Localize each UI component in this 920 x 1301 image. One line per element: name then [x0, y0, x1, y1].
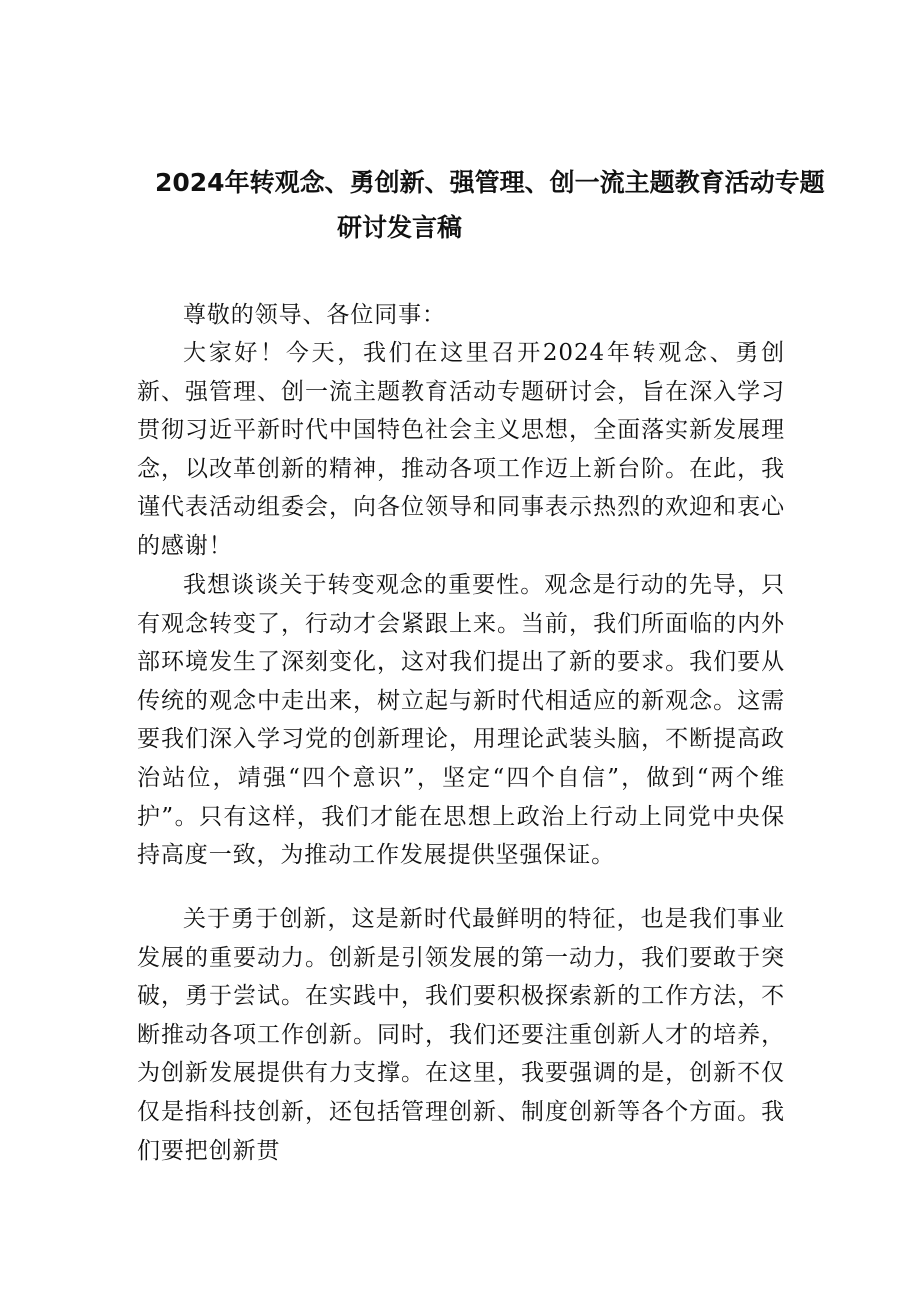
body-paragraph-1: 大家好！今天，我们在这里召开2024年转观念、勇创新、强管理、创一流主题教育活动专题研讨会，旨在深入学习贯彻习近平新时代中国特色社会主义思想，全面落实新发展理念，以改革创新的精神，推动各项工作迈上新台阶。在此，我谨代表活动组委会，向各位领导和同事表示热烈的欢迎和衷心的感谢！	[137, 340, 785, 559]
body-paragraph-3-block	[137, 900, 785, 1170]
document-title-line-2: 研讨发言稿	[337, 213, 463, 242]
document-title-line-1: 2024年转观念、勇创新、强管理、创一流主题教育活动专题	[155, 168, 825, 197]
body-paragraph-3: 关于勇于创新，这是新时代最鲜明的特征，也是我们事业发展的重要动力。创新是引领发展的第一动力，我们要敢于突破，勇于尝试。在实践中，我们要积极探索新的工作方法，不断推动各项工作创新。同时，我们还要注重创新人才的培养，为创新发展提供有力支撑。在这里，我要强调的是，创新不仅仅是指科技创新，还包括管理创新、制度创新等各个方面。我们要把创新贯	[137, 906, 785, 1164]
body-paragraph-2-block	[137, 566, 785, 875]
salutation: 尊敬的领导、各位同事：	[183, 302, 446, 328]
body-paragraph-1-block	[137, 334, 785, 566]
body-paragraph-2: 我想谈谈关于转变观念的重要性。观念是行动的先导，只有观念转变了，行动才会紧跟上来。当前，我们所面临的内外部环境发生了深刻变化，这对我们提出了新的要求。我们要从传统的观念中走出来，树立起与新时代相适应的新观念。这需要我们深入学习党的创新理论，用理论武装头脑，不断提高政治站位，靖强“四个意识”，坚定“四个自信”，做到“两个维护”。只有这样，我们才能在思想上政治上行动上同党中央保持高度一致，为推动工作发展提供坚强保证。	[137, 572, 785, 869]
